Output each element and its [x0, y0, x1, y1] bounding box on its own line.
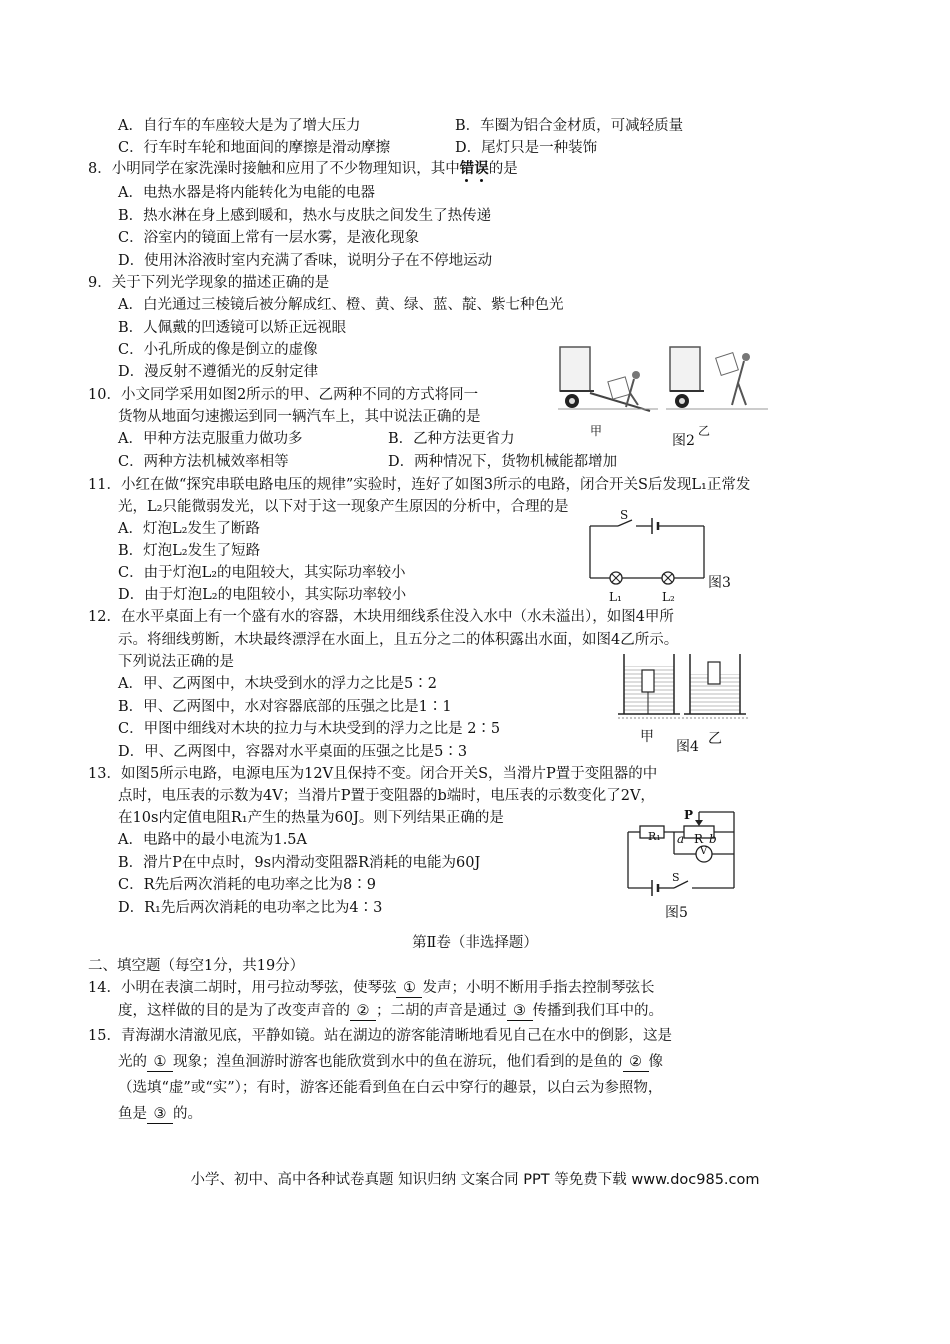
q15-line-2: 光的 ① 现象；湟鱼洄游时游客也能欣赏到水中的鱼在游玩，他们看到的是鱼的 ② 像 — [118, 1054, 663, 1070]
figure-2-label-jia: 甲 — [590, 424, 603, 438]
q15-blank-3: ③ — [147, 1105, 173, 1124]
page-footer: 小学、初中、高中各种试卷真题 知识归纳 文案合同 PPT 等免费下载 www.doc985.com — [190, 1172, 760, 1188]
q10-option-a: A．甲种方法克服重力做功多 — [118, 431, 303, 447]
q12-option-b: B．甲、乙两图中，水对容器底部的压强之比是1∶1 — [118, 699, 452, 715]
q10-stem-line-1: 10．小文同学采用如图2所示的甲、乙两种不同的方式将同一 — [88, 387, 479, 403]
q10-option-b: B．乙种方法更省力 — [388, 431, 515, 447]
q10-option-d: D．两种情况下，货物机械能都增加 — [388, 454, 618, 470]
figure-4-containers — [618, 652, 748, 722]
figure-5-voltmeter-label: V — [700, 846, 708, 857]
q13-stem-line-3: 在10s内定值电阻R₁产生的热量为60J。则下列结果正确的是 — [118, 810, 504, 826]
figure-3-circuit — [582, 512, 712, 592]
q15-line-1: 15．青海湖水清澈见底，平静如镜。站在湖边的游客能清晰地看见自己在水中的倒影，这是 — [88, 1028, 672, 1044]
q7-option-a: A．自行车的车座较大是为了增大压力 — [118, 118, 361, 134]
figure-2-label-yi: 乙 — [698, 424, 711, 438]
q15-blank-2: ② — [623, 1053, 649, 1072]
q7-option-c: C．行车时车轮和地面间的摩擦是滑动摩擦 — [118, 140, 391, 156]
figure-3-switch-label: S — [620, 508, 629, 522]
q11-stem-line-1: 11．小红在做“探究串联电路电压的规律”实验时，连好了如图3所示的电路，闭合开关S后发现L₁正常发 — [88, 477, 751, 493]
figure-4-label-yi: 乙 — [708, 731, 722, 747]
q9-option-b: B．人佩戴的凹透镜可以矫正远视眼 — [118, 320, 347, 336]
q11-stem-line-2: 光，L₂只能微弱发光，以下对于这一现象产生原因的分析中，合理的是 — [118, 499, 569, 515]
q8-emphasis-2: 误 — [474, 160, 489, 177]
q11-option-b: B．灯泡L₂发生了短路 — [118, 543, 261, 559]
q15-line-3: （选填“虚”或“实”）；有时，游客还能看到鱼在白云中穿行的趣景，以白云为参照物， — [118, 1080, 663, 1096]
figure-5-r-label: R — [694, 832, 704, 846]
q14-blank-1: ① — [396, 979, 422, 998]
figure-5-caption: 图5 — [665, 905, 688, 921]
q12-stem-line-2: 示。将细线剪断，木块最终漂浮在水面上，且五分之二的体积露出水面，如图4乙所示。 — [118, 632, 679, 648]
q8-option-b: B．热水淋在身上感到暖和，热水与皮肤之间发生了热传递 — [118, 208, 492, 224]
q12-stem-line-1: 12．在水平桌面上有一个盛有水的容器，木块用细线系住没入水中（水未溢出），如图4甲所 — [88, 609, 674, 625]
q13-option-b: B．滑片P在中点时，9s内滑动变阻器R消耗的电能为60J — [118, 855, 481, 871]
q10-option-c: C．两种方法机械效率相等 — [118, 454, 289, 470]
figure-3-caption: 图3 — [708, 575, 731, 591]
q10-stem-line-2: 货物从地面匀速搬运到同一辆汽车上，其中说法正确的是 — [118, 409, 481, 425]
q9-stem: 9．关于下列光学现象的描述正确的是 — [88, 275, 330, 291]
figure-5-b-label: b — [709, 832, 717, 846]
q12-stem-line-3: 下列说法正确的是 — [118, 654, 234, 670]
q9-option-c: C．小孔所成的像是倒立的虚像 — [118, 342, 318, 358]
section-2-title: 第Ⅱ卷（非选择题） — [412, 935, 538, 951]
q13-option-a: A．电路中的最小电流为1.5A — [118, 832, 308, 848]
q9-option-d: D．漫反射不遵循光的反射定律 — [118, 364, 319, 380]
q13-stem-line-1: 13．如图5所示电路，电源电压为12V且保持不变。闭合开关S，当滑片P置于变阻器的中 — [88, 766, 658, 782]
figure-4-label-jia: 甲 — [640, 729, 654, 745]
q12-option-a: A．甲、乙两图中，木块受到水的浮力之比是5∶2 — [118, 676, 437, 692]
q14-blank-2: ② — [350, 1002, 376, 1021]
q8-stem: 8．小明同学在家洗澡时接触和应用了不少物理知识，其中错误的是 — [88, 160, 518, 177]
q11-option-d: D．由于灯泡L₂的电阻较小，其实际功率较小 — [118, 587, 407, 603]
q8-emphasis-1: 错 — [459, 160, 475, 177]
q15-blank-1: ① — [147, 1053, 173, 1072]
q14-line-1: 14．小明在表演二胡时，用弓拉动琴弦，使琴弦 ① 发声；小明不断用手指去控制琴弦长 — [88, 980, 655, 996]
figure-3-l2-label: L₂ — [662, 590, 675, 604]
q7-option-b: B．车圈为铝合金材质，可减轻质量 — [455, 118, 684, 134]
q8-option-a: A．电热水器是将内能转化为电能的电器 — [118, 185, 375, 201]
q9-option-a: A．白光通过三棱镜后被分解成红、橙、黄、绿、蓝、靛、紫七种色光 — [118, 297, 564, 313]
figure-3-l1-label: L₁ — [609, 590, 622, 604]
figure-4-caption: 图4 — [676, 739, 699, 755]
figure-2-cart — [558, 343, 778, 423]
q15-line-4: 鱼是 ③ 的。 — [118, 1106, 202, 1122]
fill-in-heading: 二、填空题（每空1分，共19分） — [88, 958, 305, 974]
figure-5-p-label: P — [684, 808, 694, 822]
q12-option-d: D．甲、乙两图中，容器对水平桌面的压强之比是5∶3 — [118, 744, 468, 760]
figure-2-caption: 图2 — [672, 433, 695, 449]
q14-line-2: 度，这样做的目的是为了改变声音的 ② ；二胡的声音是通过 ③ 传播到我们耳中的。 — [118, 1003, 663, 1019]
q12-option-c: C．甲图中细线对木块的拉力与木块受到的浮力之比是 2∶5 — [118, 721, 501, 737]
q11-option-c: C．由于灯泡L₂的电阻较大，其实际功率较小 — [118, 565, 406, 581]
figure-5-a-label: a — [677, 832, 685, 846]
figure-5-switch-label: S — [672, 871, 680, 884]
q14-blank-3: ③ — [507, 1002, 533, 1021]
q11-option-a: A．灯泡L₂发生了断路 — [118, 521, 260, 537]
q8-option-c: C．浴室内的镜面上常有一层水雾，是液化现象 — [118, 230, 420, 246]
q13-option-d: D．R₁先后两次消耗的电功率之比为4∶3 — [118, 900, 383, 916]
q13-stem-line-2: 点时，电压表的示数为4V；当滑片P置于变阻器的b端时，电压表的示数变化了2V， — [118, 788, 655, 804]
q7-option-d: D．尾灯只是一种装饰 — [455, 140, 598, 156]
q13-option-c: C．R先后两次消耗的电功率之比为8∶9 — [118, 877, 376, 893]
q8-option-d: D．使用沐浴液时室内充满了香味，说明分子在不停地运动 — [118, 253, 493, 269]
figure-5-r1-label: R₁ — [648, 830, 661, 843]
